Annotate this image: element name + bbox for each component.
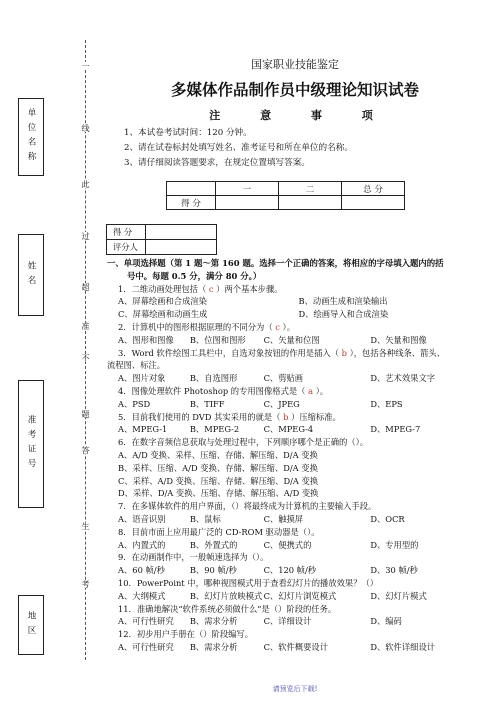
grader-cell[interactable] [146,240,217,255]
answer-mark[interactable]: b [338,347,350,358]
section-heading-cont: 号中。每题 0.5 分，满分 80 分。） [127,270,262,281]
question-stem: 12．初步用户手册在（）阶段编写。 [118,629,254,640]
section-heading: 一、单项选择题（第 1 题～第 160 题。选择一个正确的答案，将相应的字母填入题内的括 [107,258,444,268]
option[interactable]: C、触摸屏 [263,513,304,524]
option[interactable]: C、屏幕绘画和动画生成 [118,309,208,320]
option[interactable]: D、MPEG-7 [370,424,421,435]
option[interactable]: B、外置式的 [189,539,238,550]
question-stem: 1．二维动画处理包括（ c ）两个基本步骤。 [118,283,283,294]
option[interactable]: B、需求分析 [189,616,238,627]
question-stem: 6．在数字音频信息获取与处理过程中，下列顺序哪个是正确的（）。 [118,437,369,448]
option[interactable]: C、剪贴画 [263,373,304,384]
option[interactable]: B、TIFF [189,398,225,409]
option[interactable]: D、软件详细设计 [370,641,436,652]
question-list [107,283,479,654]
option-row [107,513,479,526]
option[interactable]: A、大纲模式 [118,590,166,601]
cut-mark: 准 [81,322,90,330]
option-row [107,615,479,628]
cut-mark: 一 [81,62,90,70]
option[interactable]: C、便携式的 [263,539,312,550]
option[interactable]: D、幻灯片模式 [370,590,427,601]
option[interactable]: A、屏幕绘画和合成渲染 [118,296,207,307]
option[interactable]: B、动画生成和渲染输出 [298,296,388,307]
region-box [18,595,44,655]
option[interactable]: A、可行性研究 [118,616,174,627]
answer-mark[interactable]: c [206,283,217,294]
option-row [107,398,479,411]
unit-name-label: 单位名称 [26,108,36,166]
option[interactable]: C、幻灯片浏览模式 [263,590,337,601]
option[interactable]: A、可行性研究 [118,641,174,652]
score-header-cell [167,182,216,196]
option-row [107,334,479,347]
cut-mark: 此 [81,180,90,188]
name-label: 姓名 [26,260,36,290]
option-row [107,564,479,577]
option[interactable]: A、语音识别 [118,513,166,524]
option-row [107,423,479,436]
option[interactable]: B、需求分析 [189,641,238,652]
option[interactable]: C、120 帧/秒 [263,565,317,576]
question-stem: 7．在多媒体软件的用户界面，（）将最终成为计算机的主要输入手段。 [118,501,377,512]
score-header-cell: 一 [216,182,279,196]
option[interactable]: C、软件概要设计 [263,641,328,652]
option[interactable]: B、鼠标 [189,513,221,524]
option[interactable]: D、EPS [370,398,403,409]
score-header-cell: 二 [279,182,342,196]
footer-note: 请预览后下载! [272,685,318,693]
exam-rules [124,126,353,171]
question-stem: 8．目前市面上应用最广泛的 CD-ROM 驱动器是（）。 [118,526,320,537]
option[interactable]: C、采样、A/D 变换、压缩、存储、解压缩、D/A 变换 [118,475,319,486]
cut-mark: 线 [81,124,90,132]
grade-score-cell[interactable] [146,225,217,240]
question-section [107,257,479,654]
option[interactable]: D、采样、D/A 变换、压缩、存储、解压缩、A/D 变换 [118,488,319,499]
question-stem: 9．在动画制作中，一般帧速选择为（）。 [118,552,269,563]
option-row [107,641,479,654]
cut-mark: 生 [81,522,90,530]
grade-score-label: 得 分 [107,225,146,240]
option[interactable]: D、矢量和图像 [370,334,427,345]
cut-mark: 答 [81,446,90,454]
option[interactable]: D、绘画导入和合成渲染 [298,309,389,320]
answer-mark[interactable]: a [305,385,316,396]
question-stem: 11．准确地解决“软件系统必须做什么”是（）阶段的任务。 [118,603,337,614]
option[interactable]: A、MPEG-1 [118,424,168,435]
rule-item: 1、本试卷考试时间：120 分钟。 [124,128,252,138]
option[interactable]: A、A/D 变换、采样、压缩、存储、解压缩、D/A 变换 [118,449,318,460]
option[interactable]: D、OCR [370,513,405,524]
option[interactable]: C、JPEG [263,398,300,409]
option[interactable]: C、详细设计 [263,616,312,627]
score-summary-table [166,181,405,210]
exam-id-box [18,380,44,508]
option[interactable]: D、30 帧/秒 [370,565,418,576]
cut-mark: 超 [81,283,90,291]
score-cell[interactable] [342,196,405,210]
score-cell[interactable] [279,196,342,210]
question-stem: 2．计算机中的图形根据原理的不同分为（ c ）。 [118,321,295,332]
score-header-cell: 总 分 [342,182,405,196]
option[interactable]: B、采样、压缩、A/D 变换、存储、解压缩、D/A 变换 [118,462,318,473]
option[interactable]: B、自选图形 [189,373,238,384]
option-row [107,372,479,385]
rule-item: 2、请在试卷标封处填写姓名、准考证号和所在单位的名称。 [124,143,353,153]
option[interactable]: B、幻灯片放映模式 [189,590,263,601]
option[interactable]: B、位图和图形 [189,334,246,345]
option[interactable]: B、MPEG-2 [189,424,240,435]
name-box [18,234,44,316]
option[interactable]: A、60 帧/秒 [118,565,165,576]
question-stem: 4．图像处理软件 Photoshop 的专用图像格式是（ a ）。 [118,385,329,396]
option[interactable]: B、90 帧/秒 [189,565,237,576]
score-cell[interactable] [216,196,279,210]
option-row [107,295,479,308]
grader-table [106,224,217,255]
question-stem: 3．Word 软件绘图工具栏中，自选对象按钮的作用是插入（ b ），包括各种线条、箭头、 [118,347,445,358]
option[interactable]: C、矢量和位图 [263,334,320,345]
exam-title: 多媒体作品制作员中级理论知识试卷 [170,80,419,99]
option[interactable]: D、艺术效果文字 [370,373,436,384]
option-row [107,590,479,603]
option-row [107,308,479,321]
score-row-label: 得 分 [167,196,216,210]
answer-mark[interactable]: c [272,321,283,332]
exam-id-label: 准考证号 [26,415,36,473]
cut-mark: 不 [81,354,90,362]
option-row [107,539,479,552]
option[interactable]: D、编码 [370,616,402,627]
rule-item: 3、请仔细阅读答题要求，在规定位置填写答案。 [124,158,310,168]
option[interactable]: A、图形和图像 [118,334,174,345]
cut-mark: 考 [81,580,90,588]
question-stem: 10．PowerPoint 中，哪种视图模式用于查看幻灯片的播放效果？（） [118,577,379,588]
option[interactable]: C、MPEG-4 [263,424,314,435]
question-stem-cont: 流程图、标注。 [107,360,166,371]
grader-label: 评分人 [107,240,146,255]
binding-dashed-line [85,40,86,660]
cut-mark: 过 [81,232,90,240]
exam-org-heading: 国家职业技能鉴定 [251,58,339,71]
option[interactable]: A、图片对象 [118,373,166,384]
notice-heading: 注 意 事 项 [209,109,391,122]
option[interactable]: A、PSD [118,398,151,409]
option[interactable]: A、内置式的 [118,539,166,550]
cut-mark: 题 [81,410,90,418]
region-label: 地区 [26,610,36,640]
question-stem: 5．目前我们使用的 DVD 其实采用的就是（ b ）压缩标准。 [118,411,341,422]
option[interactable]: D、专用型的 [370,539,419,550]
answer-mark[interactable]: b [280,411,292,422]
